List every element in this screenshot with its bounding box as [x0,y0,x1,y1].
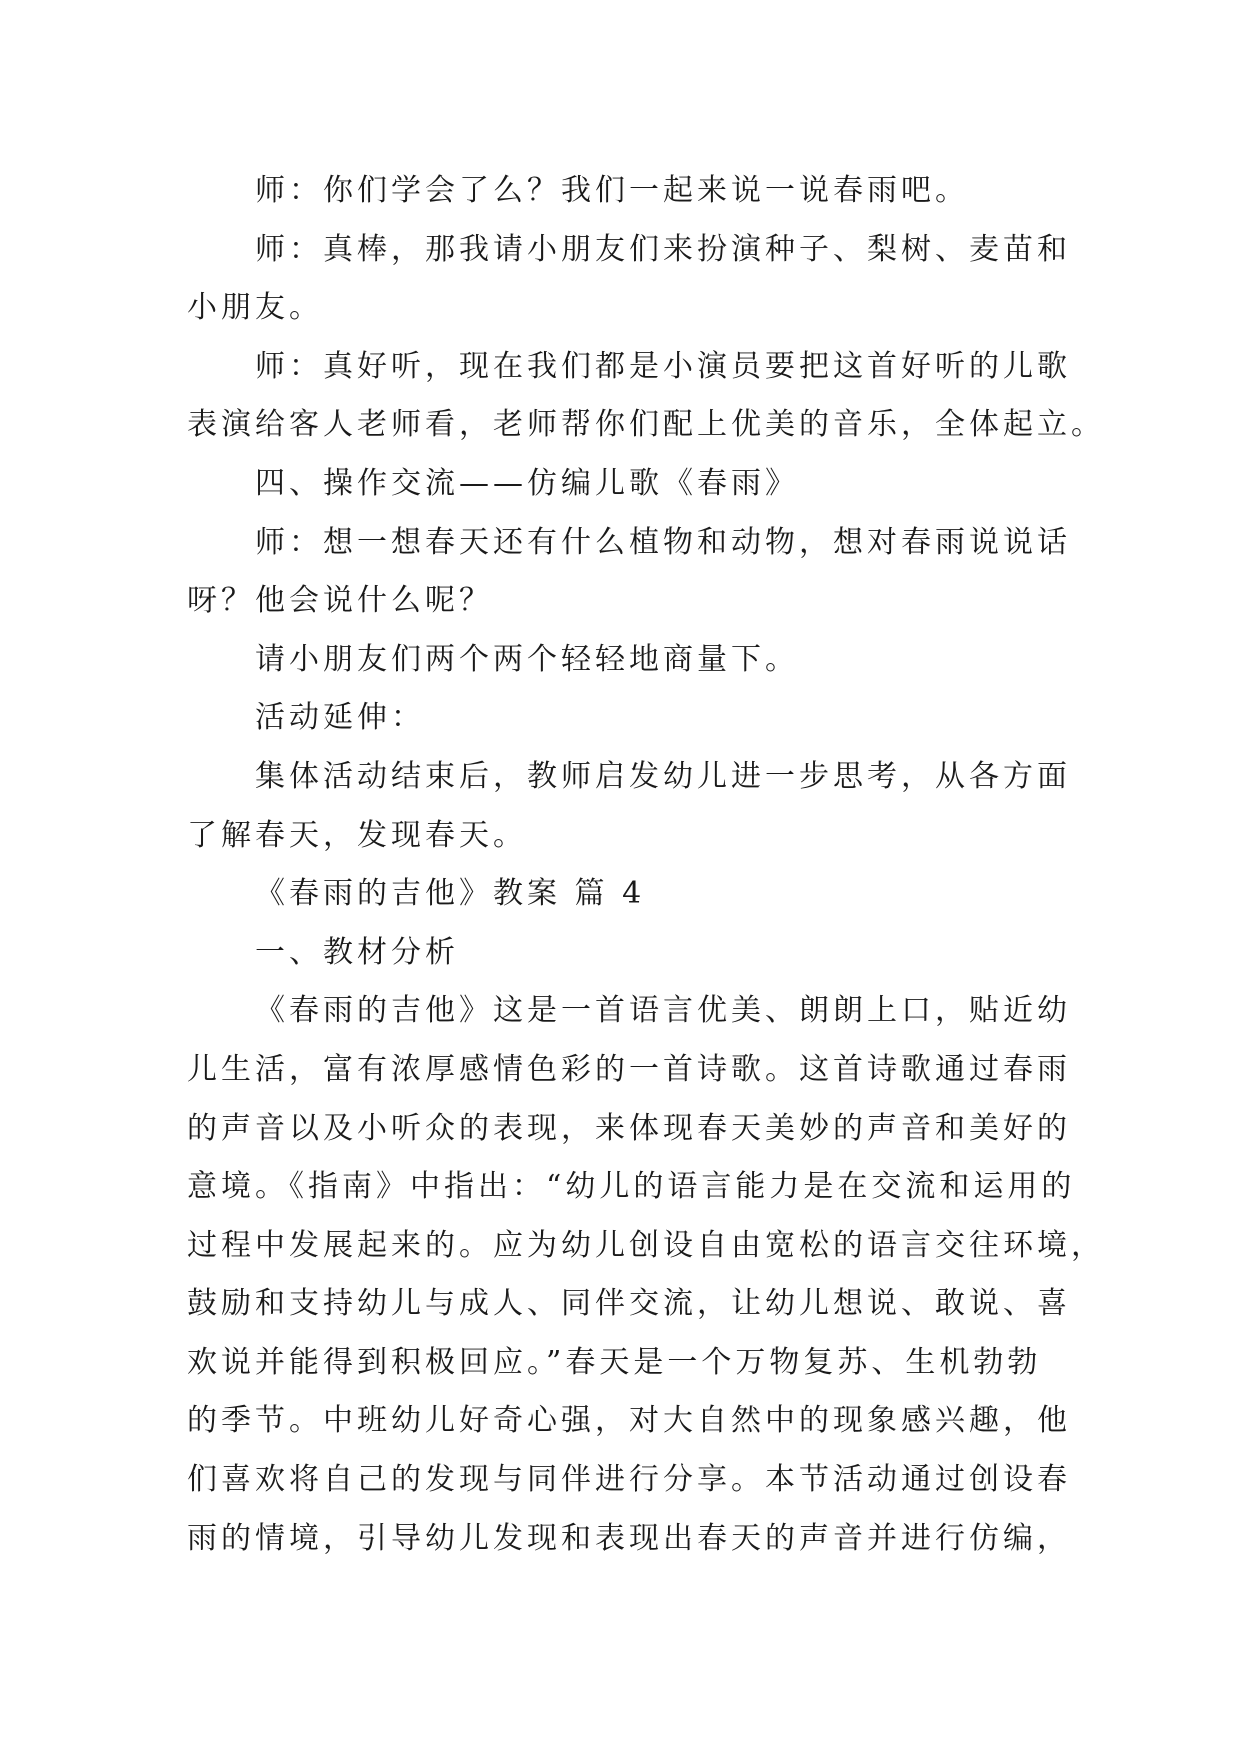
section-heading: 四、操作交流——仿编儿歌《春雨》 [255,465,799,501]
document-body [187,162,1105,1568]
paragraph-line: 师：真好听，现在我们都是小演员要把这首好听的儿歌 [255,348,1071,384]
paragraph-line: 儿生活，富有浓厚感情色彩的一首诗歌。这首诗歌通过春雨 [187,1051,1071,1087]
paragraph-line: 雨的情境，引导幼儿发现和表现出春天的声音并进行仿编， [187,1520,1071,1556]
paragraph-line: 师：想一想春天还有什么植物和动物，想对春雨说说话 [255,524,1071,560]
section-heading: 一、教材分析 [255,934,459,970]
paragraph-line: 了解春天，发现春天。 [187,817,527,853]
paragraph-line: 《春雨的吉他》这是一首语言优美、朗朗上口，贴近幼 [255,993,1071,1029]
paragraph-line: 过程中发展起来的。应为幼儿创设自由宽松的语言交往环境， [187,1227,1105,1263]
paragraph-line: 师：真棒，那我请小朋友们来扮演种子、梨树、麦苗和 [255,231,1071,267]
section-heading: 活动延伸： [255,700,425,736]
paragraph-line: 呀？他会说什么呢？ [187,583,493,619]
paragraph-line: 师：你们学会了么？我们一起来说一说春雨吧。 [255,173,969,208]
paragraph-line: 的声音以及小听众的表现，来体现春天美妙的声音和美好的 [187,1110,1071,1146]
paragraph-line: 的季节。中班幼儿好奇心强，对大自然中的现象感兴趣，他 [187,1403,1071,1439]
lesson-title: 《春雨的吉他》教案 篇 4 [255,876,646,912]
paragraph-line: 鼓励和支持幼儿与成人、同伴交流，让幼儿想说、敢说、喜 [187,1286,1071,1322]
paragraph-line: 意境。《指南》中指出：“幼儿的语言能力是在交流和运用的 [187,1169,1076,1205]
paragraph-line: 们喜欢将自己的发现与同伴进行分享。本节活动通过创设春 [187,1462,1071,1498]
paragraph-line: 欢说并能得到积极回应。”春天是一个万物复苏、生机勃勃 [187,1344,1042,1380]
paragraph-line: 请小朋友们两个两个轻轻地商量下。 [255,641,799,677]
paragraph-line: 表演给客人老师看，老师帮你们配上优美的音乐，全体起立。 [187,407,1105,443]
paragraph-line: 集体活动结束后，教师启发幼儿进一步思考，从各方面 [255,758,1071,794]
paragraph-line: 小朋友。 [187,290,323,326]
